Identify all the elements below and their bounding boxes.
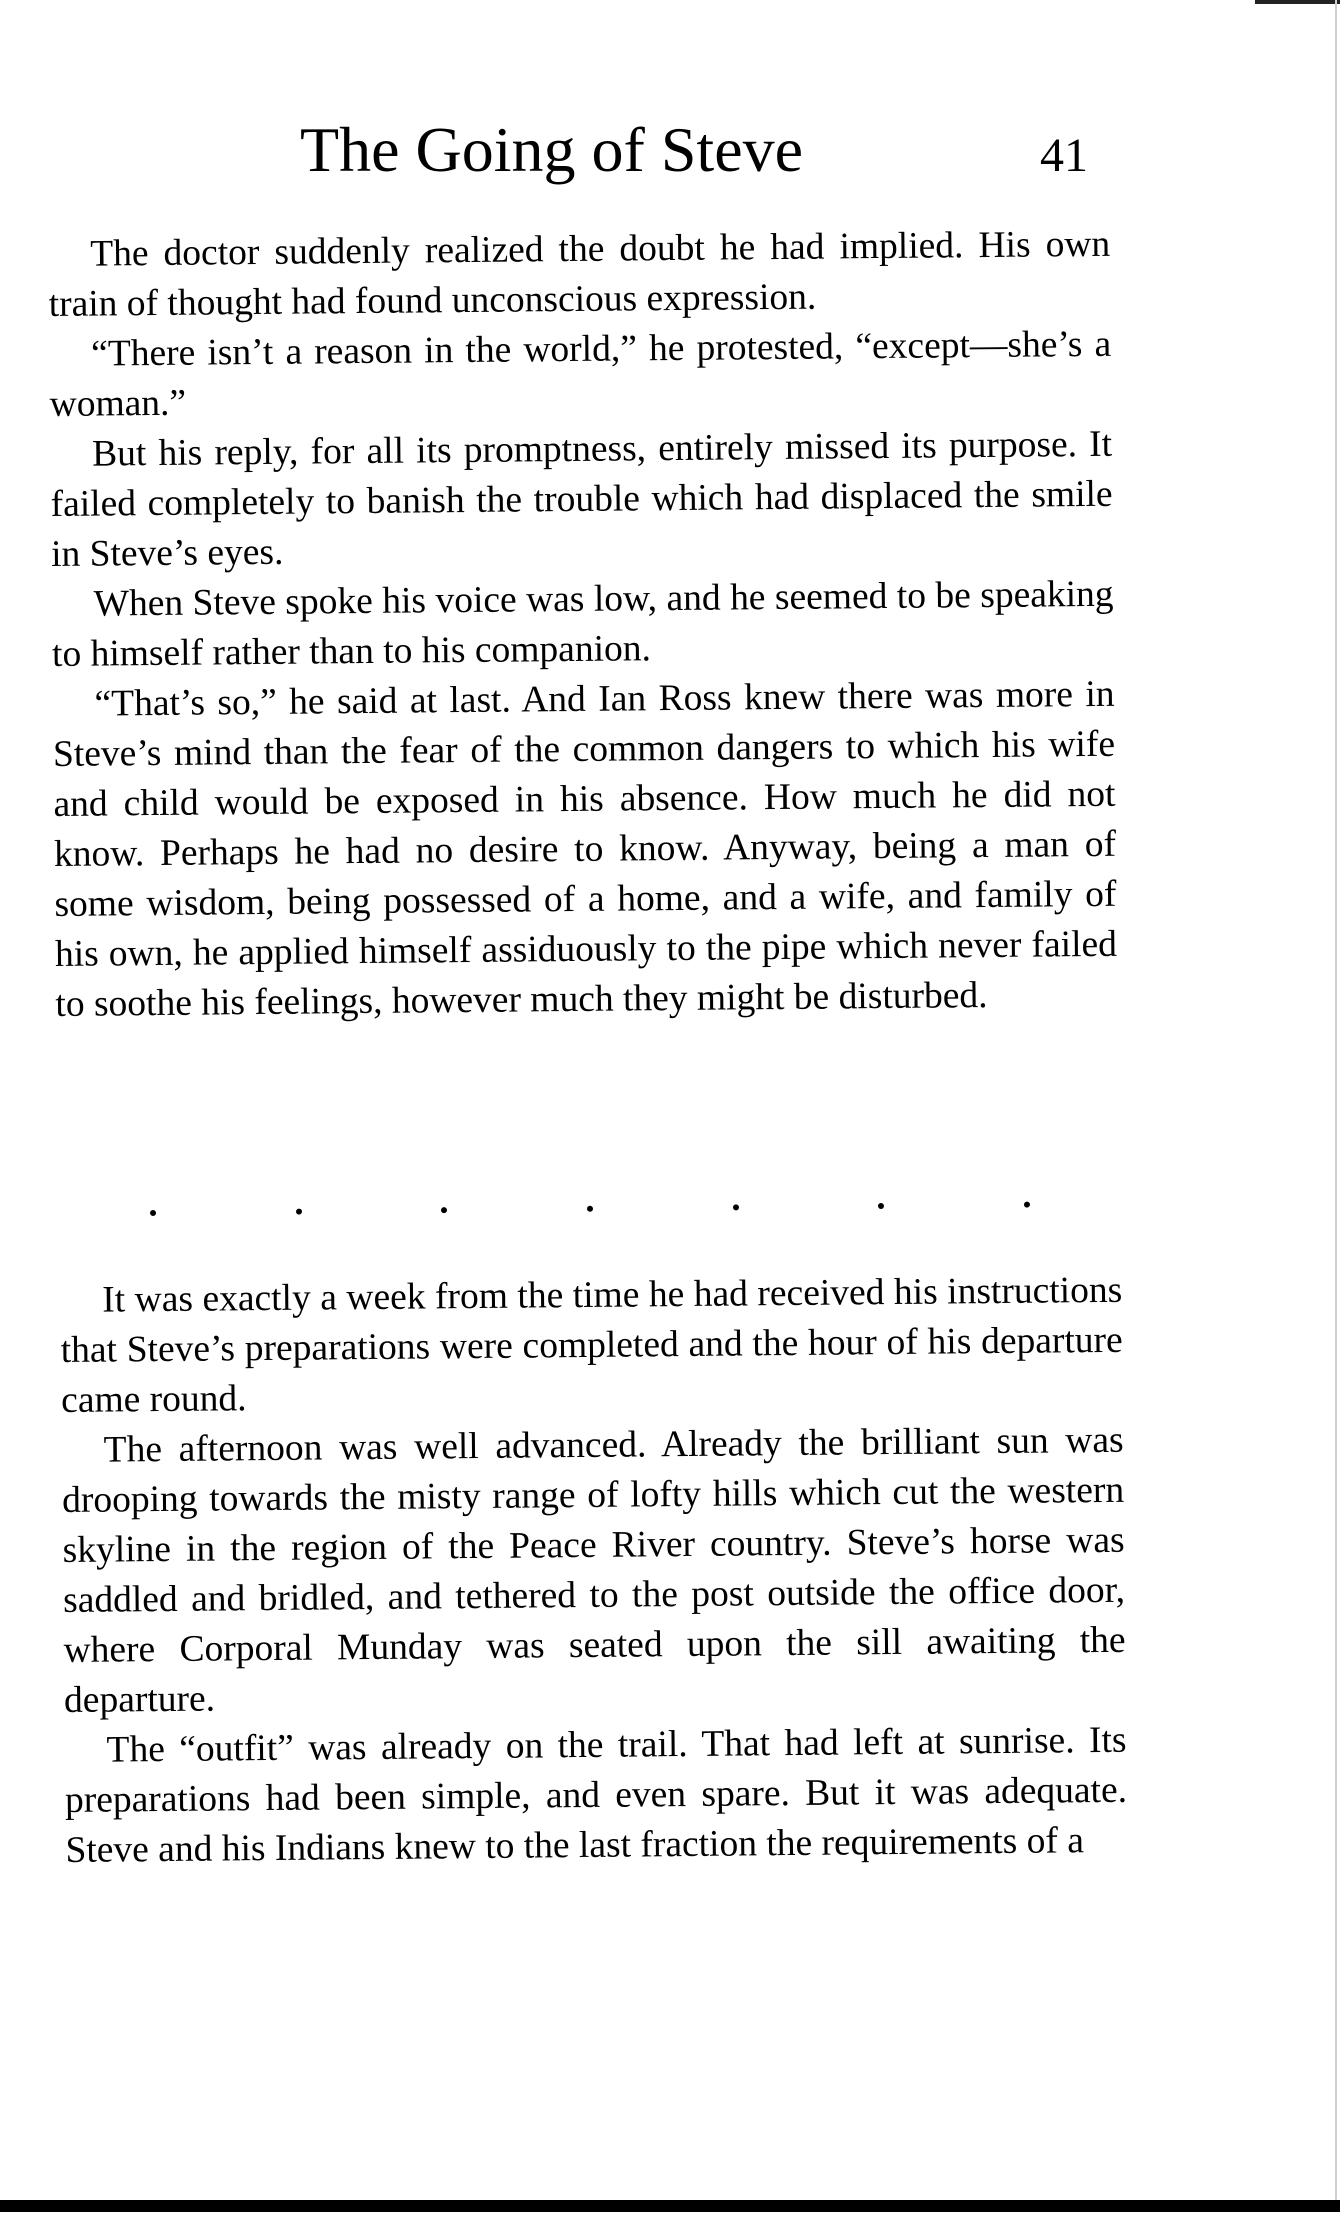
- paragraph: But his reply, for all its promptness, entirely missed its purpose. It failed completely to banish the trouble which had displaced the smile in Steve’s eyes.: [50, 423, 1113, 575]
- paragraph: “That’s so,” he said at last. And Ian Ross knew there was more in Steve’s mind than the fear of the common dangers to which his wife and child would be exposed in his absence. How much he did not know. Perhaps he had no desire to know. Anyway, being a man of some wisdom, being possessed of a home, and a wife, and family of his own, he applied himself assiduously to the pipe which never failed to soothe his feelings, however much they might be disturbed.: [52, 673, 1118, 1025]
- section-break-dot: [878, 1203, 884, 1209]
- paragraph: “There isn’t a reason in the world,” he protested, “except—she’s a woman.”: [49, 323, 1112, 425]
- section-break-dot: [1024, 1202, 1030, 1208]
- section-break-dot: [150, 1210, 156, 1216]
- section-break-dots: [150, 1202, 1030, 1216]
- bottom-edge-rule: [0, 2200, 1340, 2212]
- paragraph: When Steve spoke his voice was low, and he seemed to be speaking to himself rather than to his companion.: [51, 573, 1114, 675]
- section-break-dot: [441, 1207, 447, 1213]
- section-break-dot: [296, 1209, 302, 1215]
- paragraph: The doctor suddenly realized the doubt he had implied. His own train of thought had found unconscious expression.: [48, 223, 1111, 325]
- text-section-2: [60, 1266, 1128, 1876]
- paragraph: The afternoon was well advanced. Already the brilliant sun was drooping towards the misty range of lofty hills which cut the western skyline in the region of the Peace River country. Steve’s horse was saddled and bridled, and tethered to the post outside the office door, where Corporal Munday was seated upon the sill awaiting the departure.: [61, 1419, 1126, 1721]
- paragraph: The “outfit” was already on the trail. That had left at sunrise. Its preparations had been simple, and even spare. But it was adequate. Steve and his Indians knew to the last fraction the requirements of a: [64, 1719, 1128, 1871]
- section-break-dot: [733, 1204, 739, 1210]
- paragraph: It was exactly a week from the time he had received his instructions that Steve’s preparations were completed and the hour of his departure came round.: [60, 1269, 1123, 1421]
- page-edge: [1335, 0, 1337, 2200]
- text-section-1: [48, 220, 1118, 1030]
- top-edge-rule: [1255, 0, 1340, 4]
- running-head: The Going of Steve: [300, 114, 803, 185]
- page-number: 41: [1040, 129, 1088, 182]
- section-break-dot: [587, 1206, 593, 1212]
